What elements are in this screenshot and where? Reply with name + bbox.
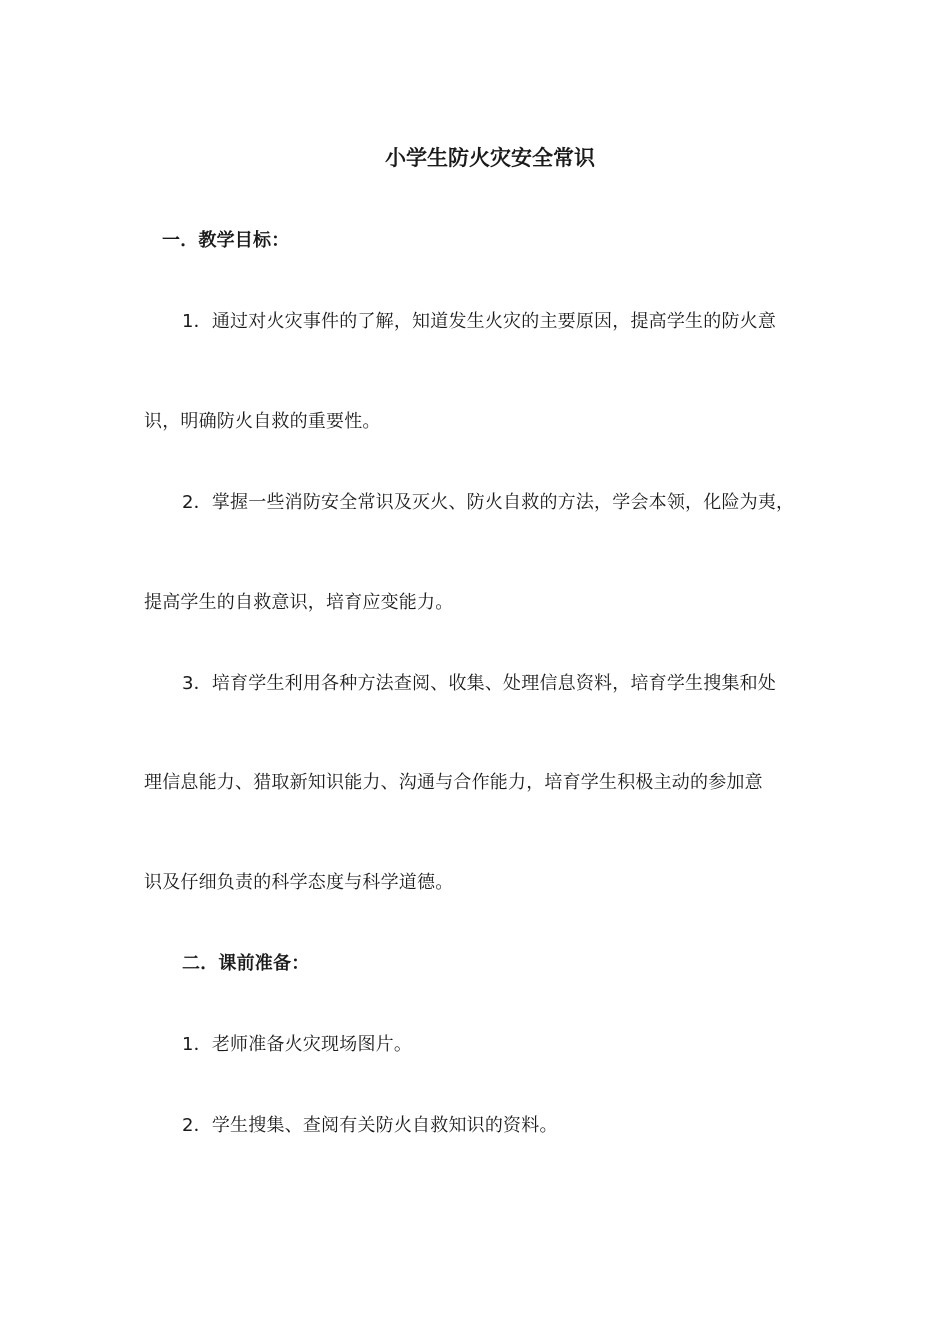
paragraph-line: 2．学生搜集、查阅有关防火自救知识的资料。 [182,1115,558,1136]
paragraph-line: 识，明确防火自救的重要性。 [144,411,381,432]
section-heading-objectives: 一．教学目标： [162,230,290,251]
paragraph-line: 1．老师准备火灾现场图片。 [182,1034,413,1055]
paragraph-line: 识及仔细负责的科学态度与科学道德。 [144,872,454,893]
section-heading-preparation: 二．课前准备： [182,953,310,974]
paragraph-line: 3．培育学生利用各种方法查阅、收集、处理信息资料，培育学生搜集和处 [182,673,777,694]
paragraph-line: 2．掌握一些消防安全常识及灭火、防火自救的方法，学会本领，化险为夷， [182,492,795,513]
paragraph-line: 1．通过对火灾事件的了解，知道发生火灾的主要原因，提高学生的防火意 [182,311,777,332]
paragraph-line: 理信息能力、猎取新知识能力、沟通与合作能力，培育学生积极主动的参加意 [144,772,763,793]
document-title: 小学生防火灾安全常识 [385,146,595,170]
paragraph-line: 提高学生的自救意识，培育应变能力。 [144,592,454,613]
